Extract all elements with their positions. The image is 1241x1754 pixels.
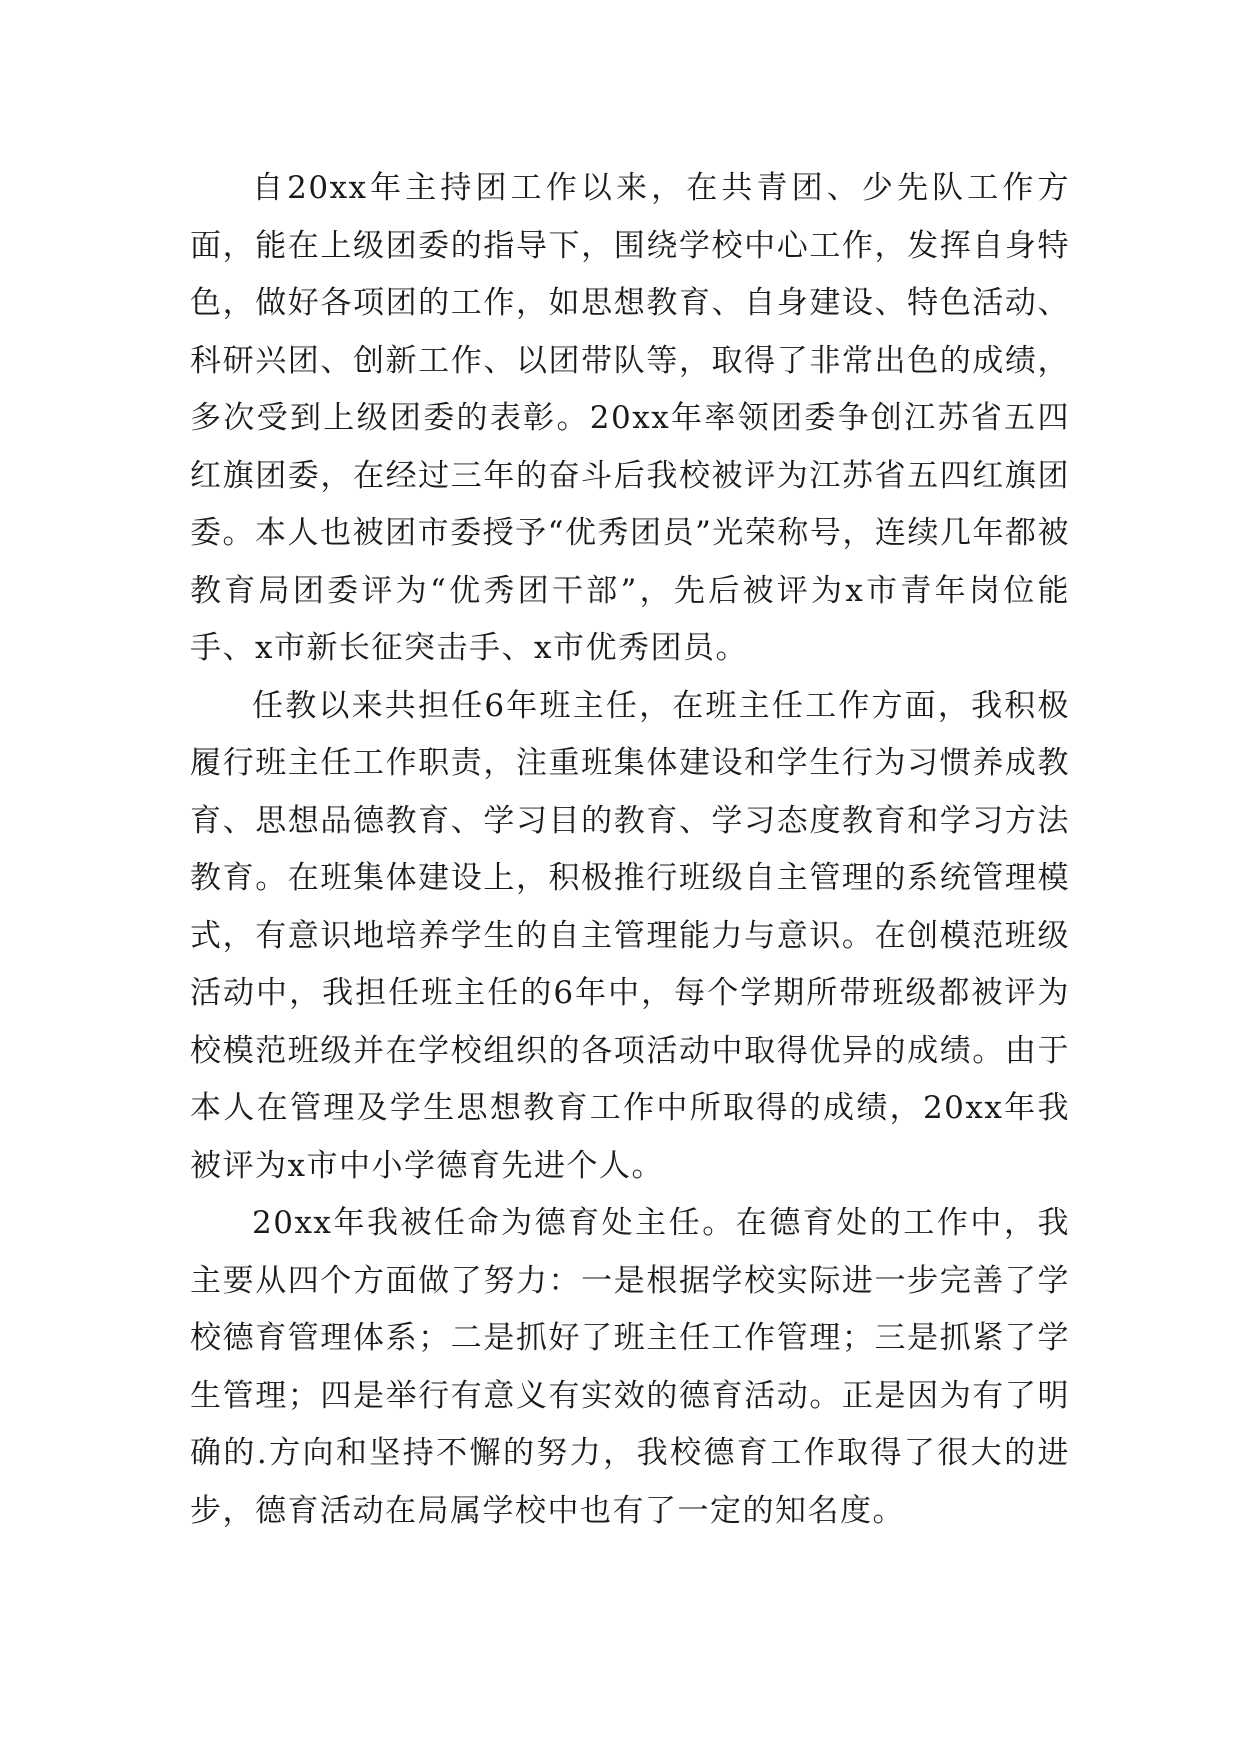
paragraph-1: 自20xx年主持团工作以来，在共青团、少先队工作方面，能在上级团委的指导下，围绕学校中心工作，发挥自身特色，做好各项团的工作，如思想教育、自身建设、特色活动、科研兴团、创新工作、以团带队等，取得了非常出色的成绩，多次受到上级团委的表彰。20xx年率领团委争创江苏省五四红旗团委，在经过三年的奋斗后我校被评为江苏省五四红旗团委。本人也被团市委授予“优秀团员”光荣称号，连续几年都被教育局团委评为“优秀团干部”，先后被评为x市青年岗位能手、x市新长征突击手、x市优秀团员。 (190, 170, 1070, 666)
paragraph-2: 任教以来共担任6年班主任，在班主任工作方面，我积极履行班主任工作职责，注重班集体建设和学生行为习惯养成教育、思想品德教育、学习目的教育、学习态度教育和学习方法教育。在班集体建设上，积极推行班级自主管理的系统管理模式，有意识地培养学生的自主管理能力与意识。在创模范班级活动中，我担任班主任的6年中，每个学期所带班级都被评为校模范班级并在学校组织的各项活动中取得优异的成绩。由于本人在管理及学生思想教育工作中所取得的成绩，20xx年我被评为x市中小学德育先进个人。 (190, 687, 1070, 1184)
paragraph-3: 20xx年我被任命为德育处主任。在德育处的工作中，我主要从四个方面做了努力：一是根据学校实际进一步完善了学校德育管理体系；二是抓好了班主任工作管理；三是抓紧了学生管理；四是举行有意义有实效的德育活动。正是因为有了明确的.方向和坚持不懈的努力，我校德育工作取得了很大的进步，德育活动在局属学校中也有了一定的知名度。 (190, 1205, 1070, 1529)
document-body (190, 160, 1070, 1540)
